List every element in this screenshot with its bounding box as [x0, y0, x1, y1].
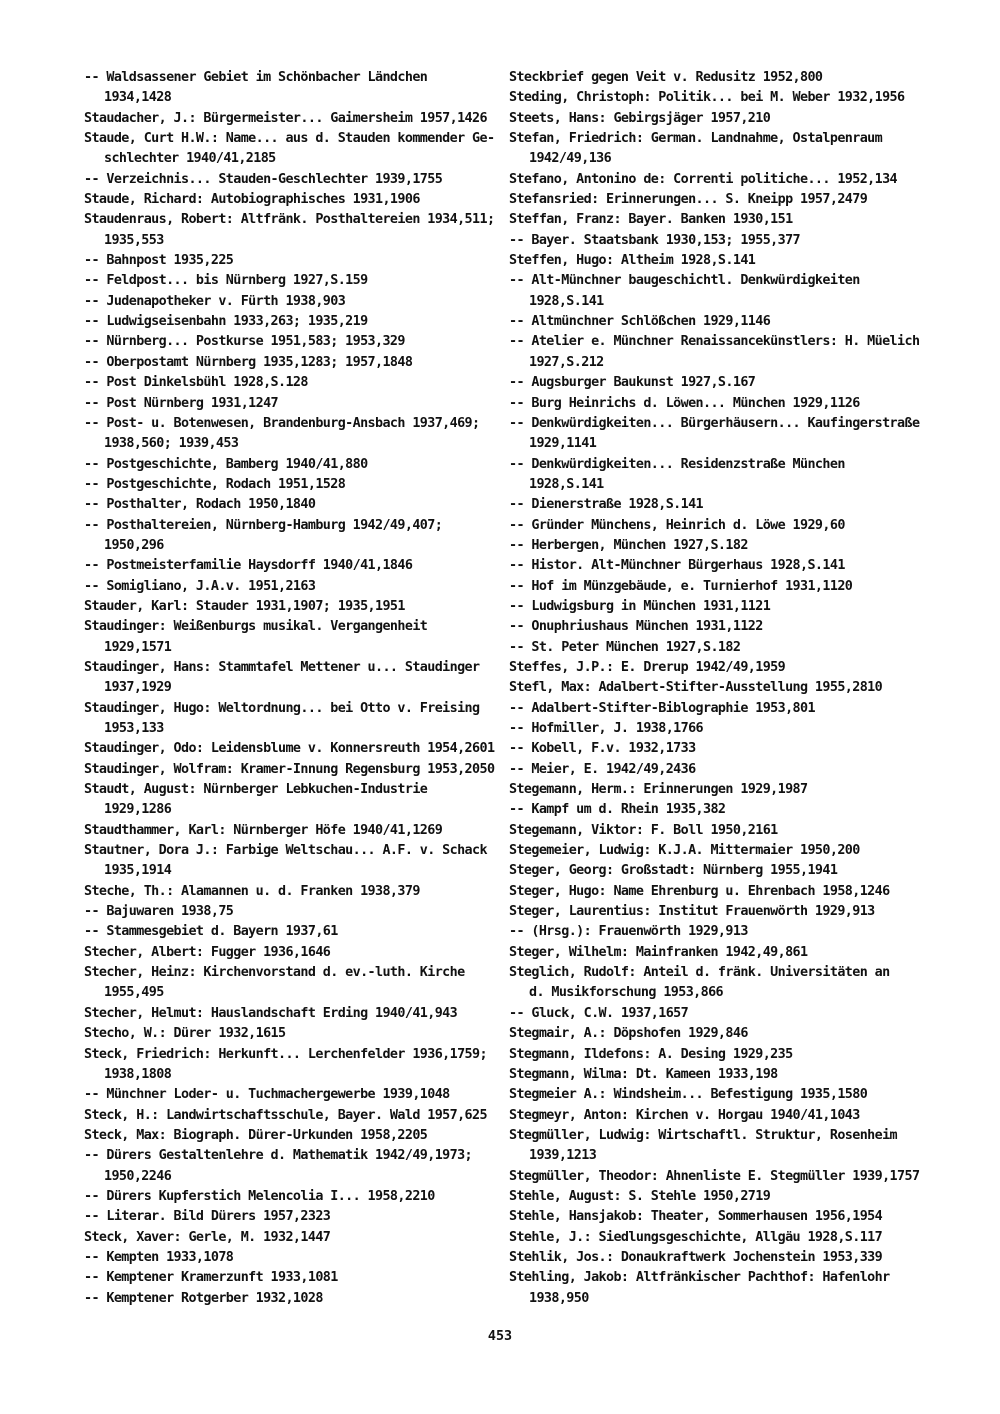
index-entry [84, 190, 504, 210]
entry-continuation: 1929,1286 [104, 802, 172, 818]
entry-continuation: 1937,1929 [104, 680, 172, 696]
index-entry [509, 902, 929, 922]
entry-text: -- Alt-Münchner baugeschichtl. Denkwürdigkeiten [509, 273, 860, 289]
entry-text: Stegemeier, Ludwig: K.J.A. Mittermaier 1950,200 [509, 843, 860, 859]
entry-continuation: 1955,495 [104, 985, 164, 1001]
index-entry [509, 739, 929, 759]
entry-text: -- Post- u. Botenwesen, Brandenburg-Ansbach 1937,469; [84, 415, 480, 431]
index-entry [509, 68, 929, 88]
entry-text: -- Adalbert-Stifter-Biblographie 1953,801 [509, 700, 815, 716]
entry-continuation: 1935,1914 [104, 863, 172, 879]
index-entry [84, 1126, 504, 1146]
entry-text: -- Kemptener Kramerzunft 1933,1081 [84, 1270, 338, 1286]
index-entry [84, 332, 504, 352]
index-entry [509, 841, 929, 861]
index-entry [84, 414, 504, 455]
index-entry [84, 1045, 504, 1086]
index-entry [84, 373, 504, 393]
entry-text: Steck, Friedrich: Herkunft... Lerchenfelder 1936,1759; [84, 1046, 487, 1062]
entry-text: Steckbrief gegen Veit v. Redusitz 1952,800 [509, 70, 823, 85]
index-entry [509, 922, 929, 942]
entry-continuation: 1950,296 [104, 537, 164, 553]
index-entry [84, 292, 504, 312]
entry-continuation: 1938,1808 [104, 1066, 172, 1082]
entry-text: Stehle, Hansjakob: Theater, Sommerhausen 1956,1954 [509, 1209, 883, 1225]
page-number: 453 [487, 1329, 513, 1344]
entry-text: Steger, Laurentius: Institut Frauenwörth 1929,913 [509, 904, 875, 920]
entry-text: -- Herbergen, München 1927,S.182 [509, 537, 748, 553]
entry-continuation: 1928,S.141 [529, 293, 604, 309]
entry-text: -- Bajuwaren 1938,75 [84, 904, 234, 920]
index-entry [84, 495, 504, 515]
index-entry [509, 109, 929, 129]
index-entry [84, 922, 504, 942]
index-entry [509, 1004, 929, 1024]
entry-text: -- Hof im Münzgebäude, e. Turnierhof 1931,1120 [509, 578, 853, 594]
entry-text: Stecher, Helmut: Hauslandschaft Erding 1940/41,943 [84, 1005, 458, 1021]
entry-text: -- Postgeschichte, Rodach 1951,1528 [84, 476, 346, 492]
index-entry [509, 699, 929, 719]
entry-text: -- Posthalter, Rodach 1950,1840 [84, 497, 316, 513]
index-entry [84, 109, 504, 129]
index-entry [84, 1187, 504, 1207]
index-entry [509, 495, 929, 515]
index-entry [84, 251, 504, 271]
index-entry [509, 170, 929, 190]
entry-text: -- Kemptener Rotgerber 1932,1028 [84, 1290, 323, 1306]
entry-text: Stegmüller, Ludwig: Wirtschaftl. Struktur, Rosenheim [509, 1127, 898, 1143]
index-entry [509, 1045, 929, 1065]
index-entry [84, 821, 504, 841]
index-entry [509, 251, 929, 271]
entry-text: Stegmair, A.: Döpshofen 1929,846 [509, 1026, 748, 1042]
index-entry [84, 475, 504, 495]
entry-text: Steger, Georg: Großstadt: Nürnberg 1955,1941 [509, 863, 838, 879]
entry-text: -- Kobell, F.v. 1932,1733 [509, 741, 696, 757]
index-entry [509, 1024, 929, 1044]
entry-text: -- Ludwigseisenbahn 1933,263; 1935,219 [84, 314, 368, 330]
entry-text: Stegmann, Wilma: Dt. Kameen 1933,198 [509, 1066, 778, 1082]
entry-text: -- Post Nürnberg 1931,1247 [84, 395, 279, 411]
left-column [84, 68, 504, 1309]
entry-continuation: schlechter 1940/41,2185 [104, 151, 276, 167]
entry-text: Staudthammer, Karl: Nürnberger Höfe 1940/41,1269 [84, 822, 443, 838]
entry-text: Steffan, Franz: Bayer. Banken 1930,151 [509, 212, 793, 228]
index-entry [84, 882, 504, 902]
entry-continuation: 1938,560; 1939,453 [104, 436, 239, 452]
entry-text: -- Waldsassener Gebiet im Schönbacher Ländchen [84, 70, 428, 85]
entry-text: -- Altmünchner Schlößchen 1929,1146 [509, 314, 771, 330]
entry-text: Steck, H.: Landwirtschaftsschule, Bayer. Wald 1957,625 [84, 1107, 487, 1123]
entry-text: -- Post Dinkelsbühl 1928,S.128 [84, 375, 308, 391]
index-entry [84, 1106, 504, 1126]
index-entry [509, 455, 929, 496]
index-entry [509, 597, 929, 617]
index-entry [509, 271, 929, 312]
entry-text: -- Ludwigsburg in München 1931,1121 [509, 598, 771, 614]
entry-continuation: 1939,1213 [529, 1148, 597, 1164]
index-entry [84, 353, 504, 373]
entry-text: Stautner, Dora J.: Farbige Weltschau... A.F. v. Schack [84, 843, 487, 859]
entry-text: -- Augsburger Baukunst 1927,S.167 [509, 375, 756, 391]
index-entry [509, 719, 929, 739]
index-entry [84, 170, 504, 190]
entry-text: Stegmeier A.: Windsheim... Befestigung 1935,1580 [509, 1087, 868, 1103]
index-entry [84, 455, 504, 475]
entry-text: -- Literar. Bild Dürers 1957,2323 [84, 1209, 331, 1225]
index-entry [509, 882, 929, 902]
entry-text: Stauder, Karl: Stauder 1931,1907; 1935,1951 [84, 598, 405, 614]
entry-text: Staudenraus, Robert: Altfränk. Posthaltereien 1934,511; [84, 212, 495, 228]
index-entry [509, 1065, 929, 1085]
index-entry [509, 1126, 929, 1167]
entry-text: Stegmann, Ildefons: A. Desing 1929,235 [509, 1046, 793, 1062]
entry-text: Stehlik, Jos.: Donaukraftwerk Jochenstein 1953,339 [509, 1249, 883, 1265]
entry-continuation: 1953,133 [104, 721, 164, 736]
entry-text: Stehling, Jakob: Altfränkischer Pachthof: Hafenlohr [509, 1270, 890, 1286]
index-entry [509, 332, 929, 373]
index-entry [509, 943, 929, 963]
index-entry [84, 312, 504, 332]
index-entry [509, 394, 929, 414]
entry-text: Stecho, W.: Dürer 1932,1615 [84, 1026, 286, 1042]
index-entry [509, 963, 929, 1004]
entry-text: -- Kampf um d. Rhein 1935,382 [509, 802, 726, 818]
entry-text: Steche, Th.: Alamannen u. d. Franken 1938,379 [84, 883, 420, 899]
index-entry [509, 129, 929, 170]
entry-text: Stehle, J.: Siedlungsgeschichte, Allgäu 1928,S.117 [509, 1229, 883, 1245]
entry-continuation: d. Musikforschung 1953,866 [529, 985, 724, 1001]
index-entry [84, 1268, 504, 1288]
index-entry [84, 1024, 504, 1044]
index-entry [84, 1248, 504, 1268]
index-entry [509, 1268, 929, 1309]
entry-continuation: 1950,2246 [104, 1168, 172, 1184]
entry-text: Steger, Hugo: Name Ehrenburg u. Ehrenbach 1958,1246 [509, 883, 890, 899]
entry-text: Steets, Hans: Gebirgsjäger 1957,210 [509, 110, 771, 126]
entry-text: -- Denkwürdigkeiten... Residenzstraße München [509, 456, 845, 472]
entry-text: -- Histor. Alt-Münchner Bürgerhaus 1928,S.141 [509, 558, 845, 574]
index-entry [84, 841, 504, 882]
entry-continuation: 1929,1571 [104, 639, 172, 655]
index-entry [84, 1146, 504, 1187]
entry-text: -- Somigliano, J.A.v. 1951,2163 [84, 578, 316, 594]
index-entry [84, 129, 504, 170]
entry-continuation: 1927,S.212 [529, 354, 604, 370]
entry-text: Steck, Max: Biograph. Dürer-Urkunden 1958,2205 [84, 1127, 428, 1143]
index-entry [509, 210, 929, 230]
index-entry [509, 1228, 929, 1248]
index-entry [84, 902, 504, 922]
index-entry [84, 658, 504, 699]
index-entry [509, 760, 929, 780]
index-entry [509, 88, 929, 108]
entry-text: Staudinger, Wolfram: Kramer-Innung Regensburg 1953,2050 [84, 761, 495, 777]
entry-text: Stehle, August: S. Stehle 1950,2719 [509, 1188, 771, 1204]
index-entry [509, 800, 929, 820]
index-entry [509, 231, 929, 251]
entry-text: -- Münchner Loder- u. Tuchmachergewerbe 1939,1048 [84, 1087, 450, 1103]
index-entry [509, 617, 929, 637]
index-entry [84, 1085, 504, 1105]
right-column [509, 68, 929, 1309]
index-entry [84, 1228, 504, 1248]
entry-text: -- Judenapotheker v. Fürth 1938,903 [84, 293, 346, 309]
entry-text: -- Onuphriushaus München 1931,1122 [509, 619, 763, 635]
index-entry [84, 597, 504, 617]
index-entry [84, 1207, 504, 1227]
entry-text: Stefano, Antonino de: Correnti politiche... 1952,134 [509, 171, 898, 187]
entry-text: -- Burg Heinrichs d. Löwen... München 1929,1126 [509, 395, 860, 411]
index-entry [509, 1187, 929, 1207]
entry-continuation: 1942/49,136 [529, 151, 612, 167]
index-entry [84, 556, 504, 576]
entry-text: -- Postmeisterfamilie Haysdorff 1940/41,1846 [84, 558, 413, 574]
index-entry [509, 556, 929, 576]
entry-text: Stegemann, Viktor: F. Boll 1950,2161 [509, 822, 778, 838]
index-entry [84, 516, 504, 557]
index-entry [84, 271, 504, 291]
index-entry [84, 760, 504, 780]
entry-text: -- St. Peter München 1927,S.182 [509, 639, 741, 655]
index-entry [84, 780, 504, 821]
entry-text: -- Hofmiller, J. 1938,1766 [509, 721, 704, 736]
entry-text: Staudinger: Weißenburgs musikal. Vergangenheit [84, 619, 428, 635]
entry-text: Staudinger, Odo: Leidensblume v. Konnersreuth 1954,2601 [84, 741, 495, 757]
entry-text: -- Atelier e. Münchner Renaissancekünstlers: H. Müelich [509, 334, 920, 350]
entry-text: -- Oberpostamt Nürnberg 1935,1283; 1957,1848 [84, 354, 413, 370]
entry-text: -- Dürers Gestaltenlehre d. Mathematik 1942/49,1973; [84, 1148, 473, 1164]
entry-text: Staudinger, Hugo: Weltordnung... bei Otto v. Freising [84, 700, 480, 716]
entry-continuation: 1929,1141 [529, 436, 597, 452]
index-entry [509, 638, 929, 658]
index-entry [509, 414, 929, 455]
index-entry [509, 678, 929, 698]
index-entry [509, 577, 929, 597]
entry-text: Stegmüller, Theodor: Ahnenliste E. Stegmüller 1939,1757 [509, 1168, 920, 1184]
index-entry [509, 1106, 929, 1126]
entry-text: Stecher, Albert: Fugger 1936,1646 [84, 944, 331, 960]
entry-continuation: 1935,553 [104, 232, 164, 248]
entry-text: -- Bahnpost 1935,225 [84, 253, 234, 269]
entry-text: Steger, Wilhelm: Mainfranken 1942,49,861 [509, 944, 808, 960]
index-entry [509, 1167, 929, 1187]
entry-text: Staudinger, Hans: Stammtafel Mettener u... Staudinger [84, 659, 480, 675]
index-entry [84, 943, 504, 963]
index-entry [84, 210, 504, 251]
index-entry [84, 1289, 504, 1309]
entry-text: -- Bayer. Staatsbank 1930,153; 1955,377 [509, 232, 801, 248]
entry-text: -- Stammesgebiet d. Bayern 1937,61 [84, 924, 338, 940]
index-entry [84, 617, 504, 658]
entry-text: -- Meier, E. 1942/49,2436 [509, 761, 696, 777]
entry-text: -- Kempten 1933,1078 [84, 1249, 234, 1265]
index-entry [509, 536, 929, 556]
entry-text: Staude, Richard: Autobiographisches 1931,1906 [84, 192, 420, 208]
entry-text: -- Gluck, C.W. 1937,1657 [509, 1005, 689, 1021]
entry-text: Stecher, Heinz: Kirchenvorstand d. ev.-luth. Kirche [84, 965, 465, 981]
index-entry [509, 861, 929, 881]
entry-text: -- Feldpost... bis Nürnberg 1927,S.159 [84, 273, 368, 289]
entry-text: Stefl, Max: Adalbert-Stifter-Ausstellung 1955,2810 [509, 680, 883, 696]
entry-continuation: 1928,S.141 [529, 476, 604, 492]
entry-text: Stefan, Friedrich: German. Landnahme, Ostalpenraum [509, 131, 883, 147]
index-entry [509, 190, 929, 210]
entry-text: -- Gründer Münchens, Heinrich d. Löwe 1929,60 [509, 517, 845, 533]
index-entry [84, 963, 504, 1004]
index-entry [509, 312, 929, 332]
entry-text: Steck, Xaver: Gerle, M. 1932,1447 [84, 1229, 331, 1245]
index-entry [84, 739, 504, 759]
entry-text: Stegemann, Herm.: Erinnerungen 1929,1987 [509, 782, 808, 798]
entry-continuation: 1934,1428 [104, 90, 172, 106]
index-entry [509, 780, 929, 800]
entry-text: -- Posthaltereien, Nürnberg-Hamburg 1942/49,407; [84, 517, 443, 533]
entry-text: -- Denkwürdigkeiten... Bürgerhäusern... Kaufingerstraße [509, 415, 920, 431]
entry-text: -- Dienerstraße 1928,S.141 [509, 497, 704, 513]
entry-text: -- Dürers Kupferstich Melencolia I... 1958,2210 [84, 1188, 435, 1204]
entry-text: Stegmeyr, Anton: Kirchen v. Horgau 1940/41,1043 [509, 1107, 860, 1123]
index-entry [84, 577, 504, 597]
index-entry [509, 516, 929, 536]
entry-text: -- Verzeichnis... Stauden-Geschlechter 1939,1755 [84, 171, 443, 187]
entry-text: Steding, Christoph: Politik... bei M. Weber 1932,1956 [509, 90, 905, 106]
index-entry [84, 394, 504, 414]
entry-text: -- (Hrsg.): Frauenwörth 1929,913 [509, 924, 748, 940]
entry-text: -- Nürnberg... Postkurse 1951,583; 1953,329 [84, 334, 405, 350]
index-entry [84, 1004, 504, 1024]
index-entry [84, 68, 504, 109]
entry-text: Stefansried: Erinnerungen... S. Kneipp 1957,2479 [509, 192, 868, 208]
index-entry [84, 699, 504, 740]
entry-text: -- Postgeschichte, Bamberg 1940/41,880 [84, 456, 368, 472]
entry-continuation: 1938,950 [529, 1290, 589, 1306]
index-entry [509, 1207, 929, 1227]
index-entry [509, 373, 929, 393]
index-entry [509, 1248, 929, 1268]
entry-text: Steglich, Rudolf: Anteil d. fränk. Universitäten an [509, 965, 890, 981]
index-entry [509, 821, 929, 841]
entry-text: Staudt, August: Nürnberger Lebkuchen-Industrie [84, 782, 428, 798]
entry-text: Steffen, Hugo: Altheim 1928,S.141 [509, 253, 756, 269]
index-entry [509, 1085, 929, 1105]
entry-text: Steffes, J.P.: E. Drerup 1942/49,1959 [509, 659, 786, 675]
index-entry [509, 658, 929, 678]
entry-text: Staude, Curt H.W.: Name... aus d. Stauden kommender Ge- [84, 131, 495, 147]
entry-text: Staudacher, J.: Bürgermeister... Gaimersheim 1957,1426 [84, 110, 487, 126]
